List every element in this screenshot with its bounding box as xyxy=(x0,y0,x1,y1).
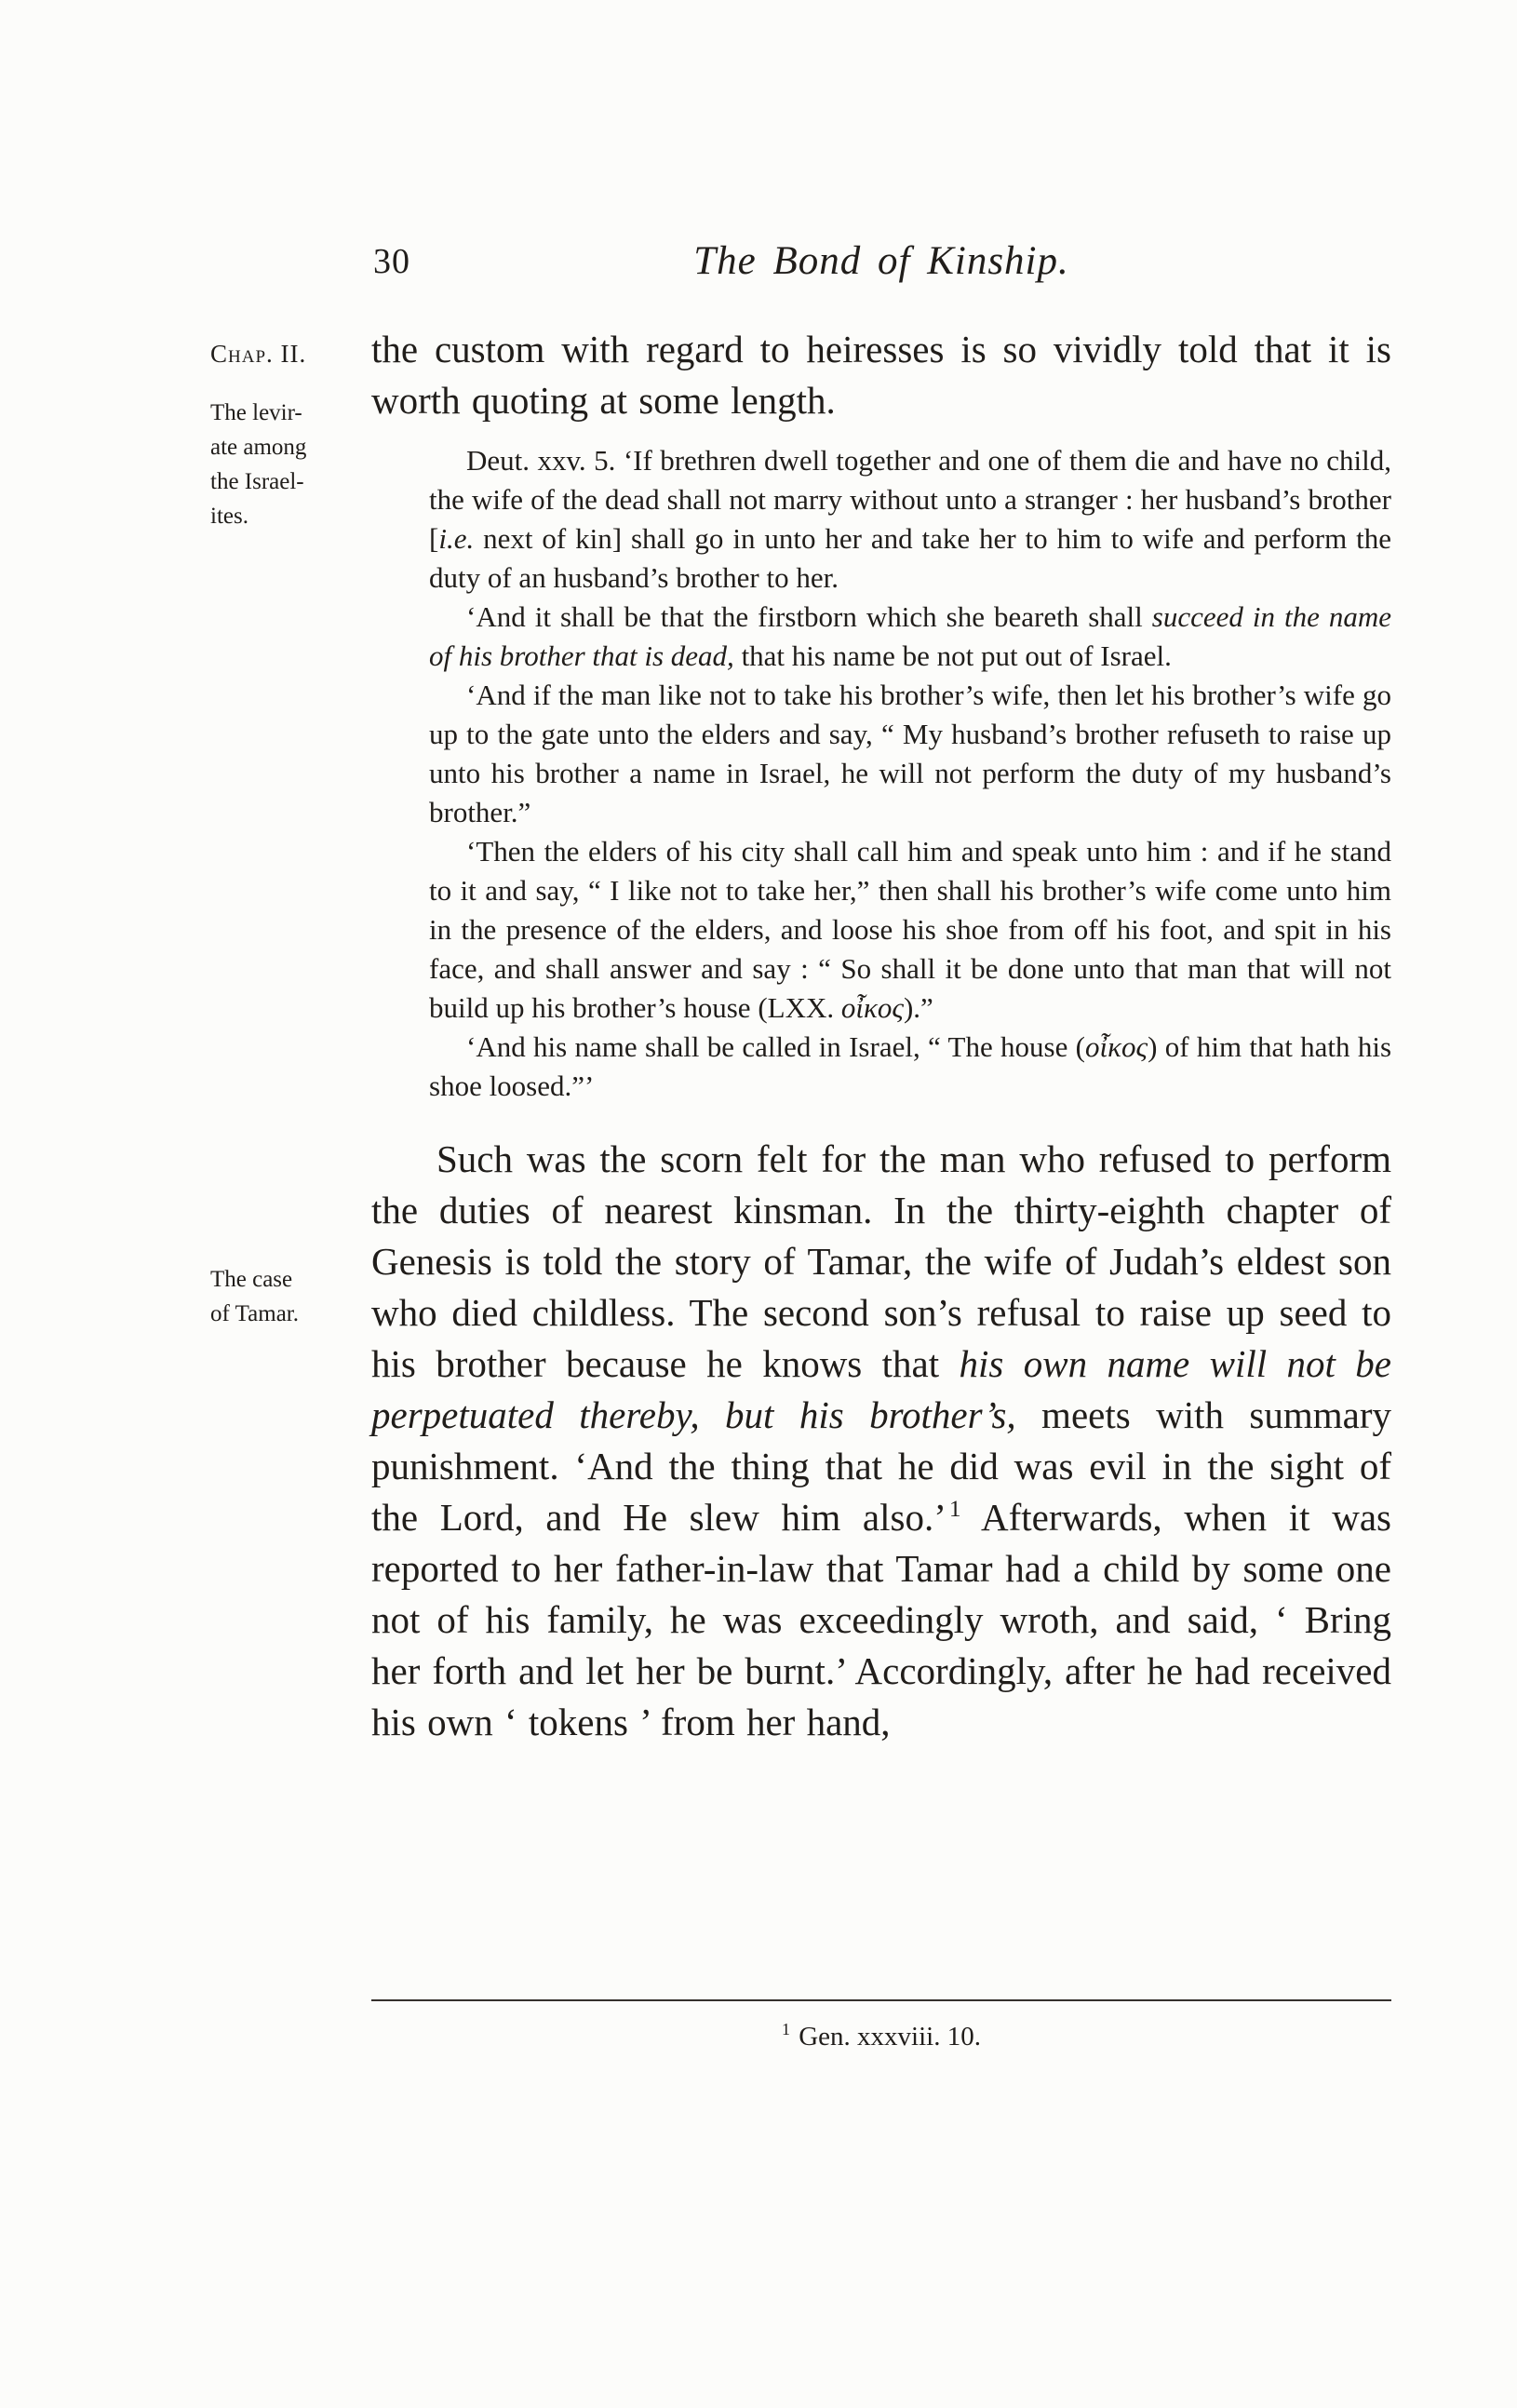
running-title: The Bond of Kinship. xyxy=(693,239,1069,283)
text-run: ‘And it shall be that the firstborn which she beareth shall xyxy=(466,600,1152,633)
text-run: Such was the scorn felt for the man who refused to perform the duties of nearest kinsman. In the thirty-eighth chapter of Genesis is told the story of Tamar, the wife of Judah’s eldest son who died childless. The second son’s refusal to raise up seed to his brother because he knows that xyxy=(371,1137,1391,1385)
paragraph-lead xyxy=(371,324,1391,426)
footnote-area xyxy=(371,1999,1391,2052)
paragraph-tamar xyxy=(371,1134,1391,1748)
block-quote-deuteronomy xyxy=(429,441,1391,1106)
quote-paragraph-4 xyxy=(429,832,1391,1028)
italic-greek-run: οἶκος xyxy=(1084,1030,1148,1063)
text-run: Afterwards, when it was reported to her father-in-law that Tamar had a child by some one not of his family, he was exceedingly wroth, and said, ‘ Bring her forth and let her be burnt.’ Accordingly, after he had received his own ‘ tokens ’ from her hand, xyxy=(371,1496,1391,1743)
margin-note-line: the Israel- xyxy=(210,469,304,494)
page-number: 30 xyxy=(373,242,410,281)
margin-note-line: ites. xyxy=(210,504,248,529)
footnote-number: 1 xyxy=(782,2020,790,2039)
quote-paragraph-2 xyxy=(429,598,1391,676)
margin-note-line: ate among xyxy=(210,435,307,460)
quote-paragraph-5 xyxy=(429,1028,1391,1106)
text-run: that his name be not put out of Israel. xyxy=(733,639,1172,672)
margin-note-line: The levir- xyxy=(210,400,302,425)
text-run: ) of him that hath his shoe loosed.”’ xyxy=(429,1030,1392,1102)
text-run: ‘And if the man like not to take his brother’s wife, then let his brother’s wife go up to the gate unto the elders and say, “ My husband’s brother refuseth to raise up unto his brother a name in Israel, he will not perform the duty of my husband’s brother.” xyxy=(429,679,1391,828)
margin-note-line: of Tamar. xyxy=(210,1301,299,1326)
running-head xyxy=(371,238,1391,284)
footnote xyxy=(371,2022,1391,2052)
quote-paragraph-1 xyxy=(429,441,1391,598)
text-run: Deut. xxv. 5. ‘If brethren dwell together and one of them die and have no child, the wife of the dead shall not marry without unto a stranger : her husband’s brother [ xyxy=(429,444,1391,555)
text-run: next of kin] shall go in unto her and take her to him to wife and perform the duty of an husband’s brother to her. xyxy=(429,522,1391,594)
margin-note-line: The case xyxy=(210,1267,293,1292)
quote-paragraph-3 xyxy=(429,676,1391,832)
text-run: ).” xyxy=(903,991,933,1024)
italic-run: his own name will not be perpetuated thereby, but his brother’s, xyxy=(371,1342,1391,1436)
text-column xyxy=(371,324,1391,1748)
margin-note-tamar xyxy=(210,1262,374,1331)
text-run: ‘And his name shall be called in Israel, “ The house ( xyxy=(466,1030,1085,1063)
chapter-heading: Chap. II. xyxy=(210,340,307,368)
margin-note-levirate xyxy=(210,337,374,533)
text-run: the custom with regard to heiresses is so vividly told that it is worth quoting at some length. xyxy=(371,328,1391,422)
footnote-marker: 1 xyxy=(948,1496,961,1523)
text-run: ‘Then the elders of his city shall call him and speak unto him : and if he stand to it and say, “ I like not to take her,” then shall his brother’s wife come unto him in the presence of the elders, and loose his shoe from off his foot, and spit in his face, and shall answer and say : “ So shall it be done unto that man that will not build up his brother’s house (LXX. xyxy=(429,835,1391,1024)
italic-run: succeed in the name of his brother that is dead, xyxy=(429,600,1391,672)
footnote-rule xyxy=(371,1999,1391,2001)
italic-run: i.e. xyxy=(438,522,475,555)
italic-greek-run: οἶκος xyxy=(840,991,904,1024)
text-run: meets with summary punishment. ‘And the thing that he did was evil in the sight of the Lord, and He slew him also.’ xyxy=(371,1393,1391,1539)
footnote-text: Gen. xxxviii. 10. xyxy=(791,2022,981,2052)
